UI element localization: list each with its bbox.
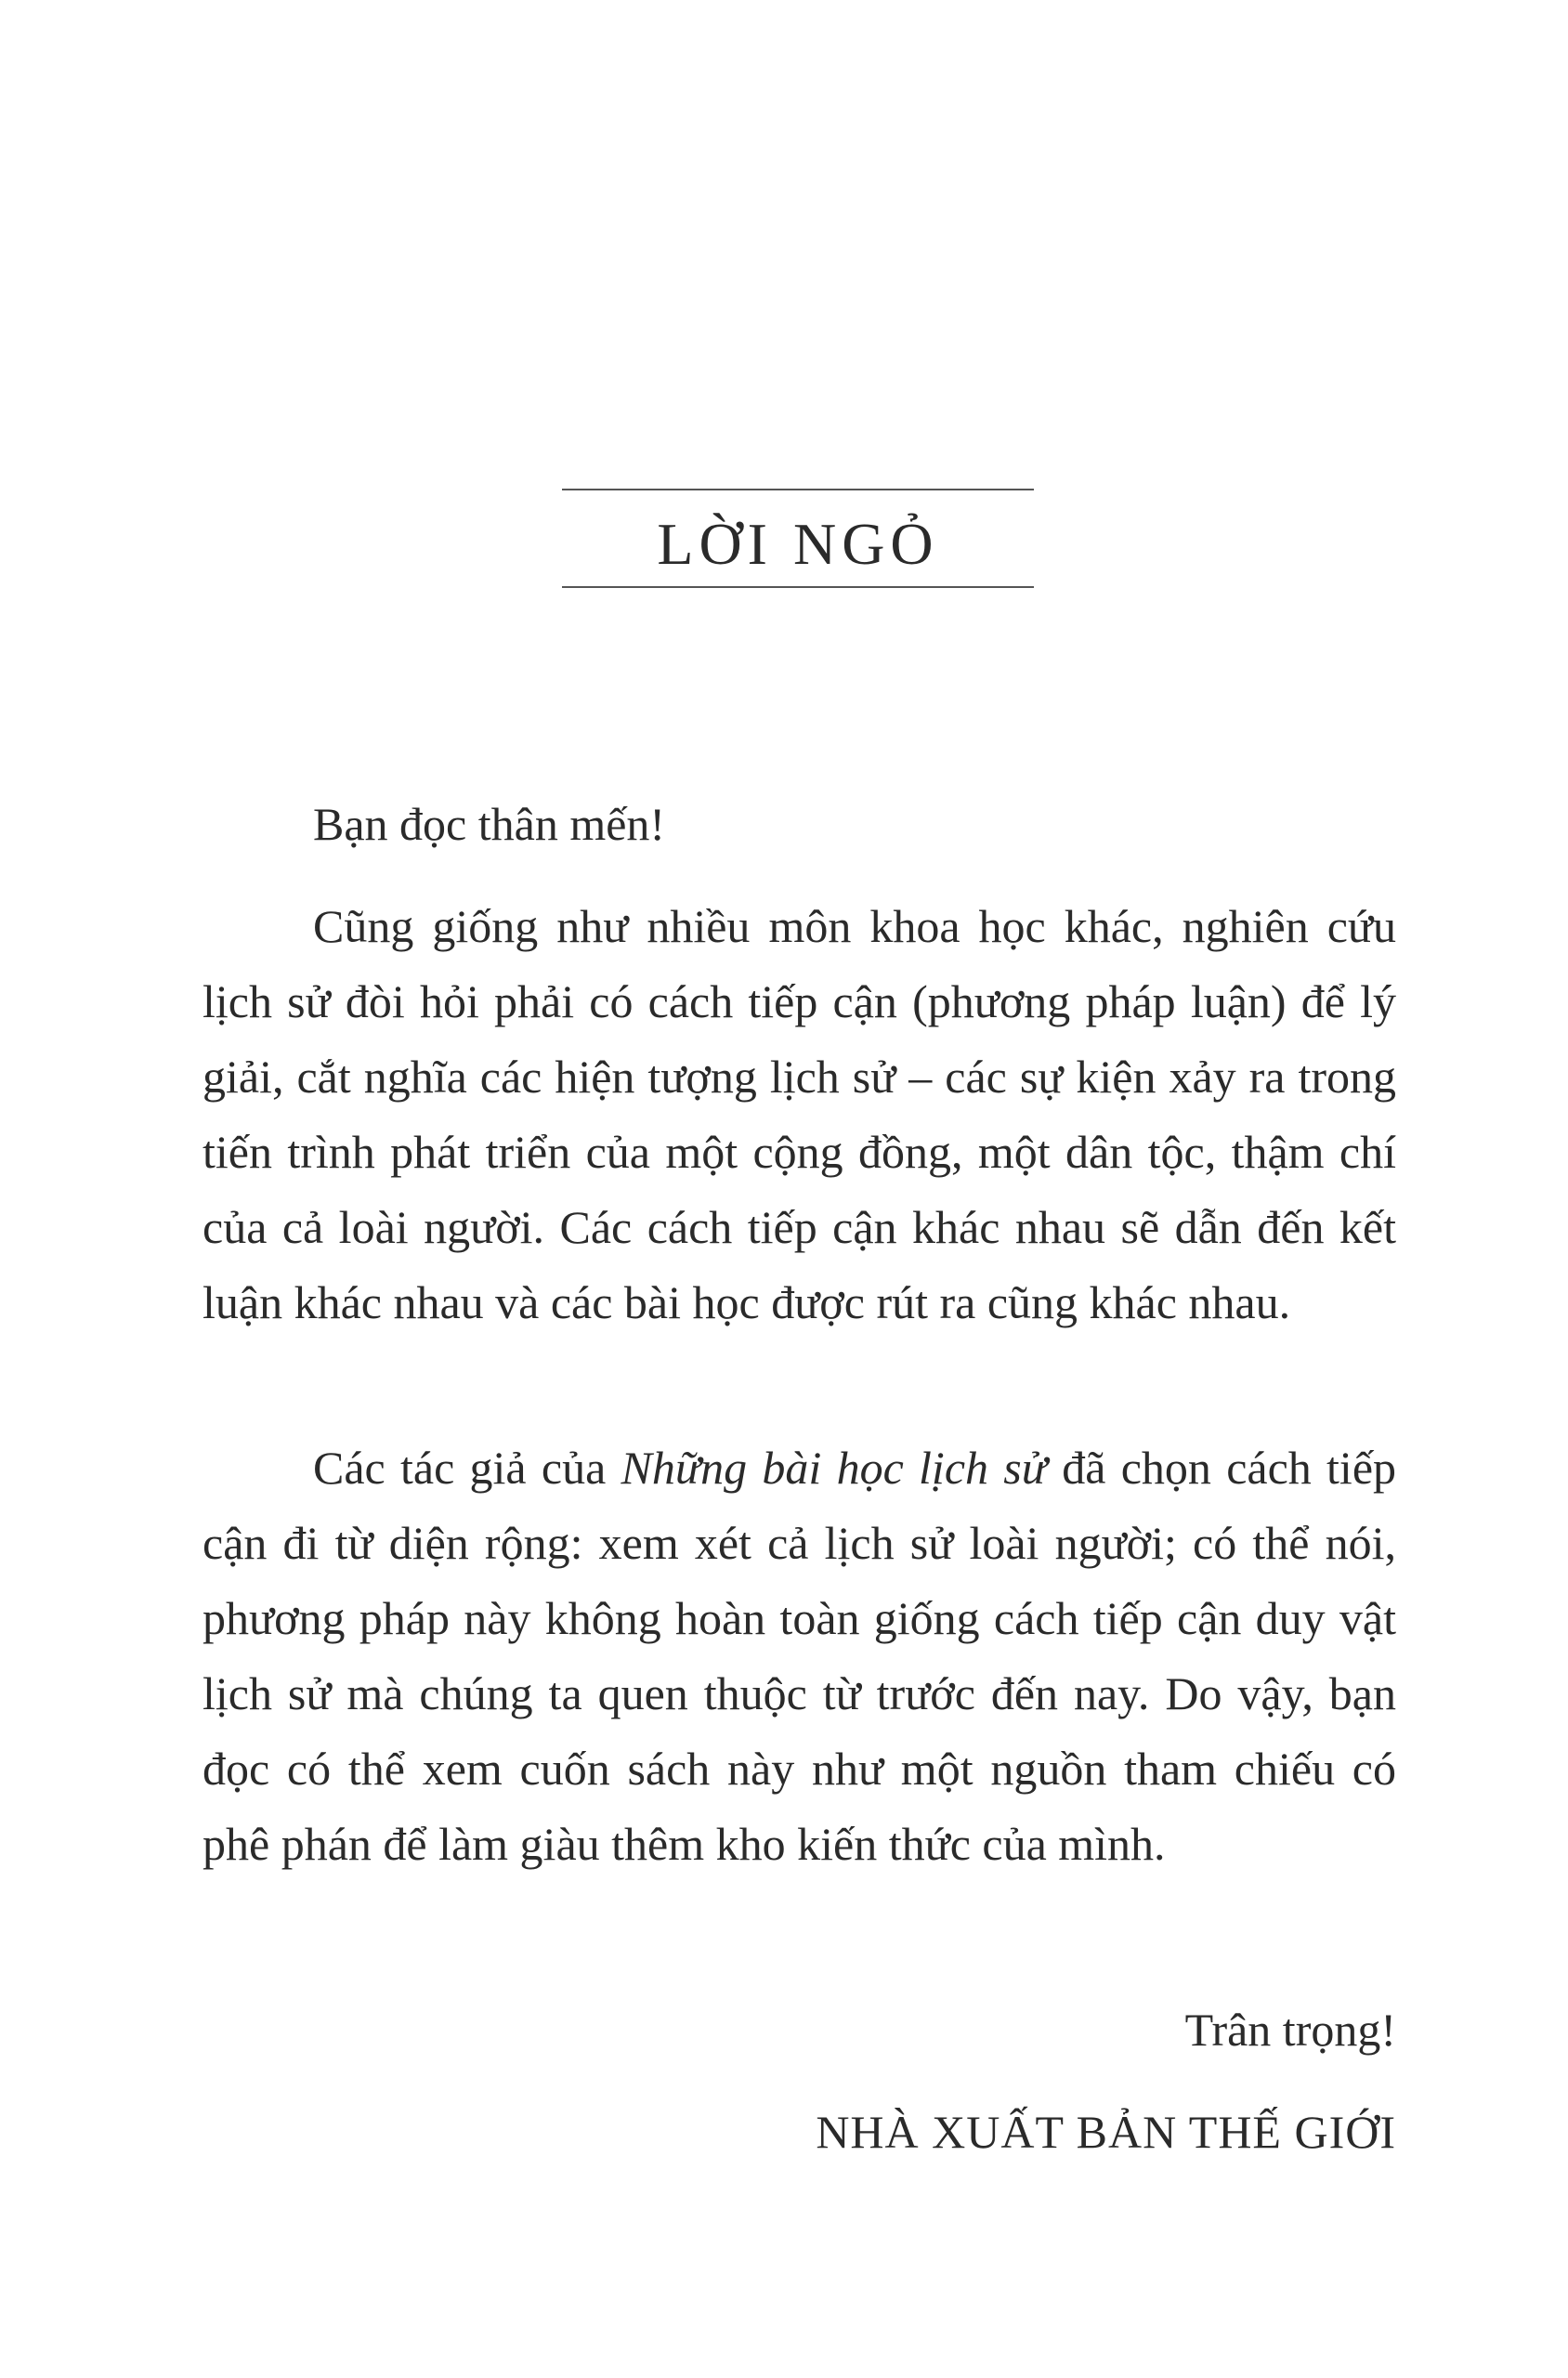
greeting: Bạn đọc thân mến! — [313, 798, 666, 850]
heading-top-rule — [562, 489, 1034, 490]
heading-bottom-rule — [562, 586, 1034, 588]
closing: Trân trọng! — [1184, 2004, 1396, 2056]
page-title: LỜI NGỎ — [657, 511, 939, 577]
paragraph-1: Cũng giống như nhiều môn khoa học khác, nghiên cứu lịch sử đòi hỏi phải có cách tiếp cận (phương pháp luận) để lý giải, cắt nghĩa các hiện tượng lịch sử – các sự kiện xảy ra trong tiến trình phát triển của một cộng đồng, một dân tộc, thậm chí của cả loài người. Các cách tiếp cận khác nhau sẽ dẫn đến kết luận khác nhau và các bài học được rút ra cũng khác nhau. — [203, 900, 1396, 1328]
paragraph-2-rest: đã chọn cách tiếp cận đi từ diện rộng: xem xét cả lịch sử loài người; có thể nói, phương pháp này không hoàn toàn giống cách tiếp cận duy vật lịch sử mà chúng ta quen thuộc từ trước đến nay. Do vậy, bạn đọc có thể xem cuốn sách này như một nguồn tham chiếu có phê phán để làm giàu thêm kho kiến thức của mình. — [203, 1442, 1397, 1870]
paragraph-2-lead: Các tác giả của — [313, 1442, 621, 1494]
paragraph-2 — [203, 1431, 1396, 1882]
publisher-signature: NHÀ XUẤT BẢN THẾ GIỚI — [816, 2106, 1396, 2158]
book-title: Những bài học lịch sử — [621, 1442, 1048, 1494]
